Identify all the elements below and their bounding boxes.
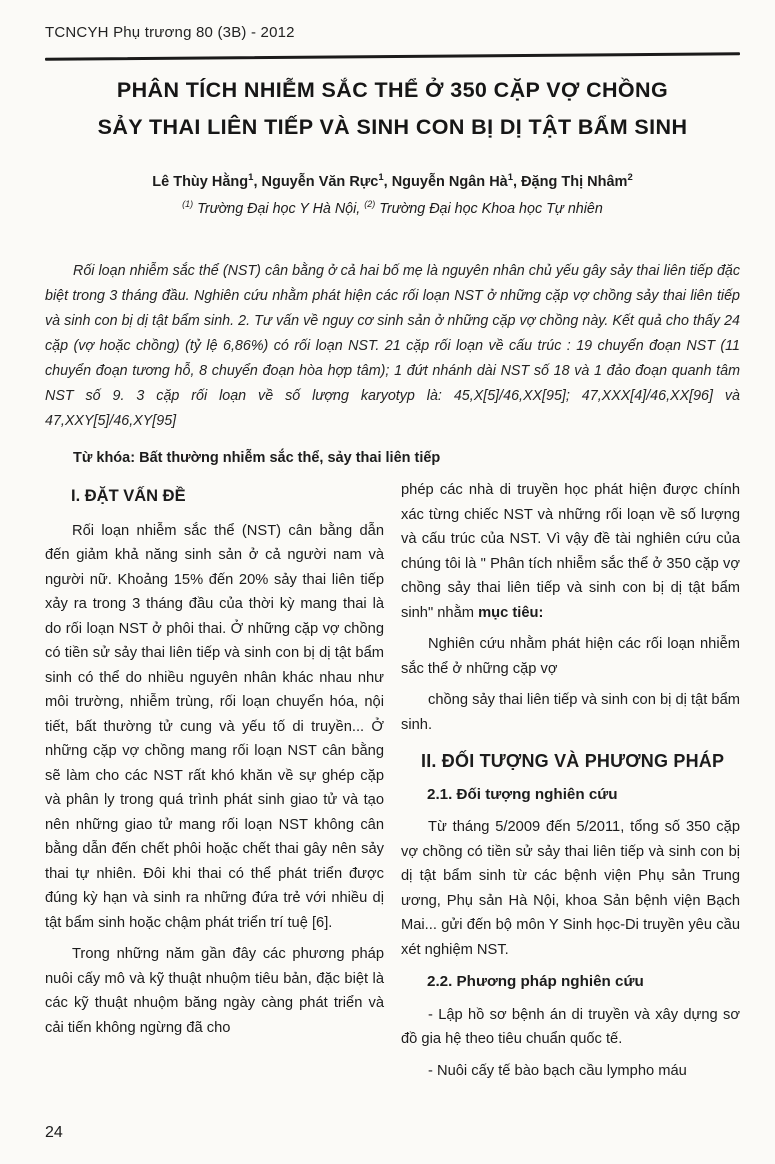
subsection-heading-2-1: 2.1. Đối tượng nghiên cứu — [427, 785, 618, 803]
author-affiliation-mark: 2 — [627, 171, 633, 183]
abstract: Rối loạn nhiễm sắc thể (NST) cân bằng ở cả hai bố mẹ là nguyên nhân chủ yếu gây sảy thai liên tiếp đặc biệt trong 3 tháng đầu. Nghiên cứu nhằm phát hiện các rối loạn NST ở những cặp vợ chồng sảy thai liên tiếp và sinh con bị dị tật bẩm sinh. 2. Tư vấn về nguy cơ sinh sản ở những cặp vợ chồng này. Kết quả cho thấy 24 cặp (vợ hoặc chồng) (tỷ lệ 6,86%) có rối loạn NST. 21 cặp rối loạn về cấu trúc : 19 chuyển đoạn NST (11 chuyển đoạn tương hỗ, 8 chuyển đoạn hòa hợp tâm); 1 đứt nhánh dài NST số 18 và 1 đảo đoạn quanh tâm NST số 9. 3 cặp rối loạn về số lượng karyotyp là: 45,X[5]/46,XX[95]; 47,XXX[4]/46,XX[96] và 47,XXY[5]/46,XY[95] — [45, 263, 740, 430]
methods-paragraph-1: Từ tháng 5/2009 đến 5/2011, tổng số 350 cặp vợ chồng có tiền sử sảy thai liên tiếp và sinh con bị dị tật bẩm sinh từ các bệnh viện Phụ sản Trung ương, Phụ sản Hà Nội, khoa Sản bệnh viện Bạch Mai... gửi đến bộ môn Y Sinh học-Di truyền yêu cầu xét nghiệm NST. — [401, 819, 740, 958]
paper-title-line-2: SẢY THAI LIÊN TIẾP VÀ SINH CON BỊ DỊ TẬT BẨM SINH — [97, 114, 688, 139]
authors-line — [45, 172, 740, 190]
affiliations-line — [45, 199, 740, 217]
methods-paragraph-3: - Nuôi cấy tế bào bạch cầu lympho máu — [428, 1062, 687, 1079]
header-rule — [45, 52, 740, 60]
intro-paragraph-2: Trong những năm gần đây các phương pháp nuôi cấy mô và kỹ thuật nhuộm tiêu bản, đặc biệt là các kỹ thuật nhuộm băng ngày càng phát triển và cải tiến không ngừng đã cho — [45, 946, 384, 1036]
methods-paragraph-2: - Lập hồ sơ bệnh án di truyền và xây dựng sơ đồ gia hệ theo tiêu chuẩn quốc tế. — [401, 1006, 740, 1048]
intro-paragraph-3 — [401, 478, 740, 625]
section-heading-intro: I. ĐẶT VẤN ĐỀ — [71, 487, 186, 506]
page-number: 24 — [45, 1124, 63, 1141]
journal-header: TCNCYH Phụ trương 80 (3B) - 2012 — [45, 24, 295, 41]
author-name: , Nguyễn Văn Rực — [253, 173, 379, 190]
author-name: , Nguyễn Ngân Hà — [383, 173, 508, 190]
right-column — [401, 478, 740, 1090]
left-column — [45, 478, 384, 1090]
intro-paragraph-3-text: phép các nhà di truyền học phát hiện được chính xác từng chiếc NST và những rối loạn về số lượng và cấu trúc của NST. Vì vậy đề tài nghiên cứu của chúng tôi là " Phân tích nhiễm sắc thể ở 350 cặp vợ chồng sảy thai liên tiếp và sinh con bị dị tật bẩm sinh" nhằm — [401, 482, 740, 621]
paper-title — [55, 72, 730, 146]
author-name: Lê Thùy Hằng — [152, 173, 249, 190]
paper-title-line-1: PHÂN TÍCH NHIỄM SẮC THỂ Ở 350 CẶP VỢ CHỒNG — [116, 77, 669, 102]
intro-paragraph-1: Rối loạn nhiễm sắc thể (NST) cân bằng dẫn đến giảm khả năng sinh sản ở cả người nam và người nữ. Khoảng 15% đến 20% sảy thai liên tiếp xảy ra trong 3 tháng đầu của thời kỳ mang thai là do rối loạn NST ở phôi thai. Ở những cặp vợ chồng có tiền sử sảy thai liên tiếp và sinh con bị dị tật bẩm sinh có thể do nhiều nguyên nhân khác nhau như môi trường, nhiễm trùng, rối loạn chuyển hóa, nội tiết, bất thường tử cung và yếu tố di truyền... Ở những cặp vợ chồng mang rối loạn NST cân bằng sẽ làm cho các NST rất khó khăn về sự ghép cặp và phân ly trong quá trình phát sinh giao tử và tạo nên những giao tử mang rối loạn NST không cân bằng dẫn đến chết phôi hoặc chết thai gây nên sảy thai tự nhiên. Đôi khi thai có thể phát triển được đúng kỳ hạn và sinh ra những đứa trẻ với nhiều dị tật bẩm sinh hoặc chậm phát triển trí tuệ [6]. — [45, 522, 384, 931]
intro-paragraph-5: chồng sảy thai liên tiếp và sinh con bị dị tật bẩm sinh. — [401, 692, 740, 733]
subsection-heading-2-2: 2.2. Phương pháp nghiên cứu — [427, 973, 644, 991]
intro-paragraph-4: Nghiên cứu nhằm phát hiện các rối loạn nhiễm sắc thể ở những cặp vợ — [401, 636, 740, 677]
section-heading-methods: II. ĐỐI TƯỢNG VÀ PHƯƠNG PHÁP — [421, 751, 725, 772]
affiliation-mark: (1) — [182, 199, 194, 210]
keywords-label: Từ khóa: — [73, 450, 136, 467]
affiliation-text: Trường Đại học Y Hà Nội, — [193, 201, 365, 218]
author-affiliation-mark: 1 — [378, 171, 384, 183]
author-affiliation-mark: 1 — [248, 171, 254, 183]
author-name: , Đặng Thị Nhâm — [513, 173, 628, 190]
affiliation-mark: (2) — [364, 199, 376, 210]
author-affiliation-mark: 1 — [507, 171, 514, 183]
two-column-body — [45, 478, 740, 1090]
affiliation-text: Trường Đại học Khoa học Tự nhiên — [375, 201, 603, 218]
keywords — [45, 450, 740, 466]
keywords-text: Bất thường nhiễm sắc thể, sảy thai liên tiếp — [135, 450, 441, 467]
intro-objective-label: mục tiêu: — [478, 604, 544, 621]
